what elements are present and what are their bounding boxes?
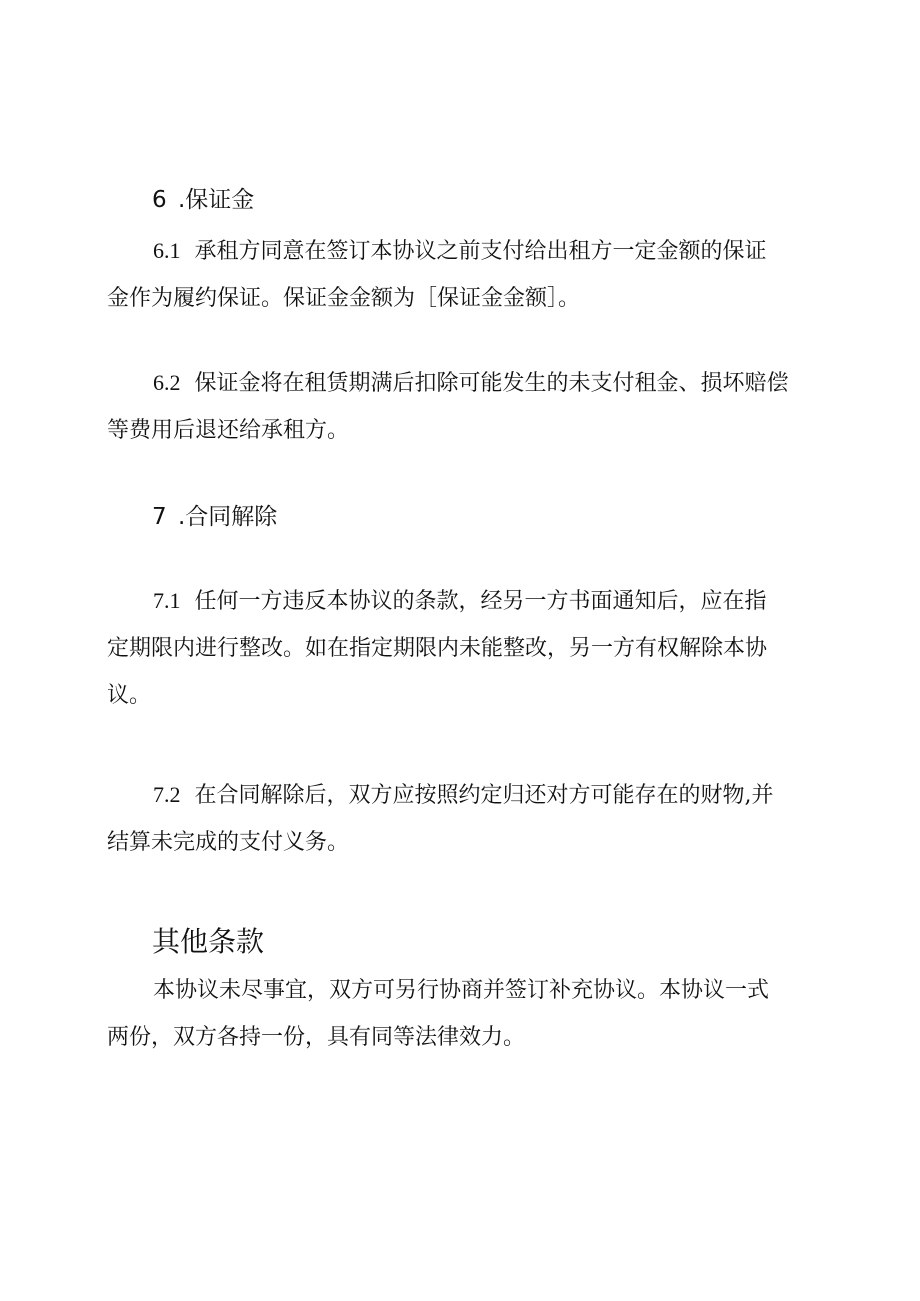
clause-line (107, 359, 817, 407)
clause-7-1 (107, 577, 817, 719)
section-title: .保证金 (178, 187, 255, 213)
paragraph-line: 两份，双方各持一份，具有同等法律效力。 (107, 1025, 526, 1050)
section-number: 7 (152, 504, 167, 530)
clause-text: 保证金将在租赁期满后扣除可能发生的未支付租金、损坏赔偿 (194, 371, 789, 396)
paragraph-line: 本协议未尽事宜，双方可另行协商并签订补充协议。本协议一式 (153, 978, 770, 1003)
section-heading-deposit (152, 185, 254, 215)
clause-line (107, 771, 817, 819)
clause-6-1 (107, 227, 817, 322)
clause-text: 承租方同意在签订本协议之前支付给出租方一定金额的保证 (194, 239, 767, 264)
clause-line: 结算未完成的支付义务。 (107, 830, 350, 855)
other-terms-paragraph (107, 967, 817, 1061)
clause-6-2 (107, 359, 817, 454)
section-number: 6 (152, 187, 167, 213)
clause-7-2 (107, 771, 817, 866)
section-heading-other: 其他条款 (152, 925, 265, 958)
clause-line: 金作为履约保证。保证金金额为［保证金金额］。 (107, 286, 581, 311)
clause-number: 6.1 (153, 238, 181, 263)
clause-number: 7.1 (153, 588, 181, 613)
clause-line: 议。 (107, 683, 152, 708)
clause-text: 任何一方违反本协议的条款，经另一方书面通知后，应在指 (194, 589, 767, 614)
section-heading-termination (152, 502, 277, 532)
section-title: .合同解除 (178, 504, 278, 530)
clause-line: 等费用后退还给承租方。 (107, 418, 350, 443)
clause-line: 定期限内进行整改。如在指定期限内未能整改，另一方有权解除本协 (107, 636, 768, 661)
clause-text: 在合同解除后，双方应按照约定归还对方可能存在的财物,并 (194, 783, 774, 808)
clause-number: 6.2 (153, 370, 181, 395)
clause-number: 7.2 (153, 782, 181, 807)
clause-line (107, 227, 817, 275)
clause-line (107, 577, 817, 625)
